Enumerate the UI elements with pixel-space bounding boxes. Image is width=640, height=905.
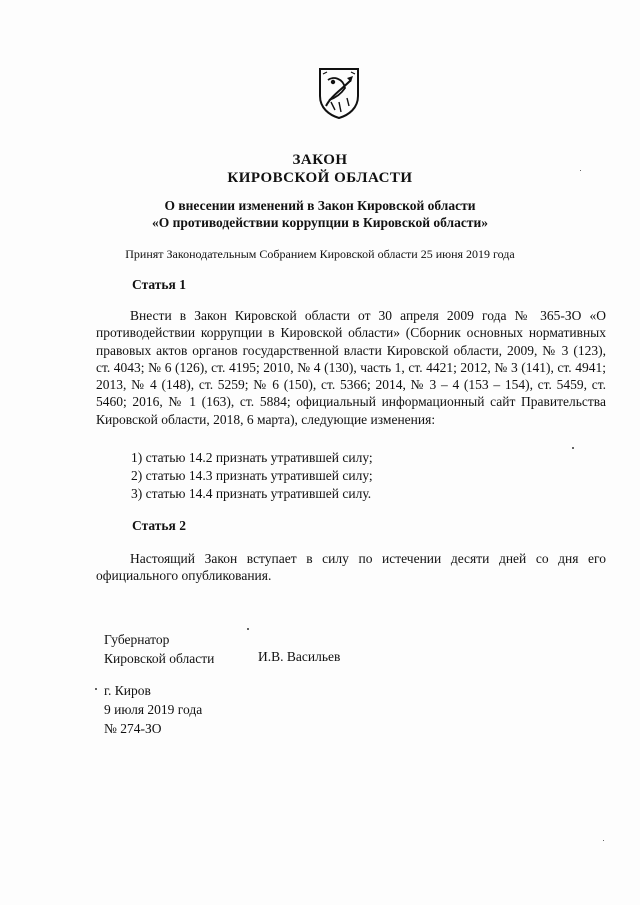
scan-speck	[603, 840, 604, 841]
signature-title-line2: Кировской области	[104, 651, 215, 666]
scan-speck	[95, 688, 97, 690]
list-item: 3) статью 14.4 признать утратившей силу.	[131, 486, 372, 501]
date: 9 июля 2019 года	[104, 702, 203, 717]
signature-title	[104, 630, 214, 668]
coat-of-arms-icon	[317, 66, 361, 120]
adoption-note: Принят Законодательным Собранием Кировской области 25 июня 2019 года	[125, 247, 515, 261]
signature-title-line1: Губернатор	[104, 632, 170, 647]
list-item: 1) статью 14.2 признать утратившей силу;	[131, 450, 373, 465]
place-date-number	[104, 681, 202, 738]
law-subtitle-line1: О внесении изменений в Закон Кировской области	[164, 198, 476, 213]
place: г. Киров	[104, 683, 151, 698]
list-item: 2) статью 14.3 признать утратившей силу;	[131, 468, 373, 483]
article1-text: Внести в Закон Кировской области от 30 апреля 2009 года № 365-ЗО «О противодействии коррупции в Кировской области» (Сборник основных нормативных правовых актов органов государственной власти Кировской области, 2009, № 3 (123), ст. 4043; № 6 (126), ст. 4195; 2010, № 4 (130), часть 1, ст. 4421; 2012, № 3 (141), ст. 4941; 2013, № 4 (148), ст. 5259; № 6 (150), ст. 5366; 2014, № 3 – 4 (153 – 154), ст. 5459, ст. 5460; 2016, № 1 (163), ст. 5884; официальный информационный сайт Правительства Кировской области, 2018, 6 марта), следующие изменения:	[96, 308, 606, 427]
law-subtitle-line2: «О противодействии коррупции в Кировской области»	[151, 215, 489, 230]
article1-heading: Статья 1	[132, 277, 186, 292]
article2-text: Настоящий Закон вступает в силу по истечении десяти дней со дня его официального опубликования.	[96, 551, 606, 584]
law-number: № 274-ЗО	[104, 721, 162, 736]
article1-items	[131, 449, 373, 503]
scan-speck	[247, 628, 249, 630]
law-title-line2: КИРОВСКОЙ ОБЛАСТИ	[227, 170, 413, 186]
law-title-line1: ЗАКОН	[292, 152, 348, 168]
scan-speck	[580, 170, 581, 171]
signer-name: И.В. Васильев	[258, 649, 341, 664]
scan-speck	[572, 447, 574, 449]
article2-heading: Статья 2	[132, 518, 186, 533]
